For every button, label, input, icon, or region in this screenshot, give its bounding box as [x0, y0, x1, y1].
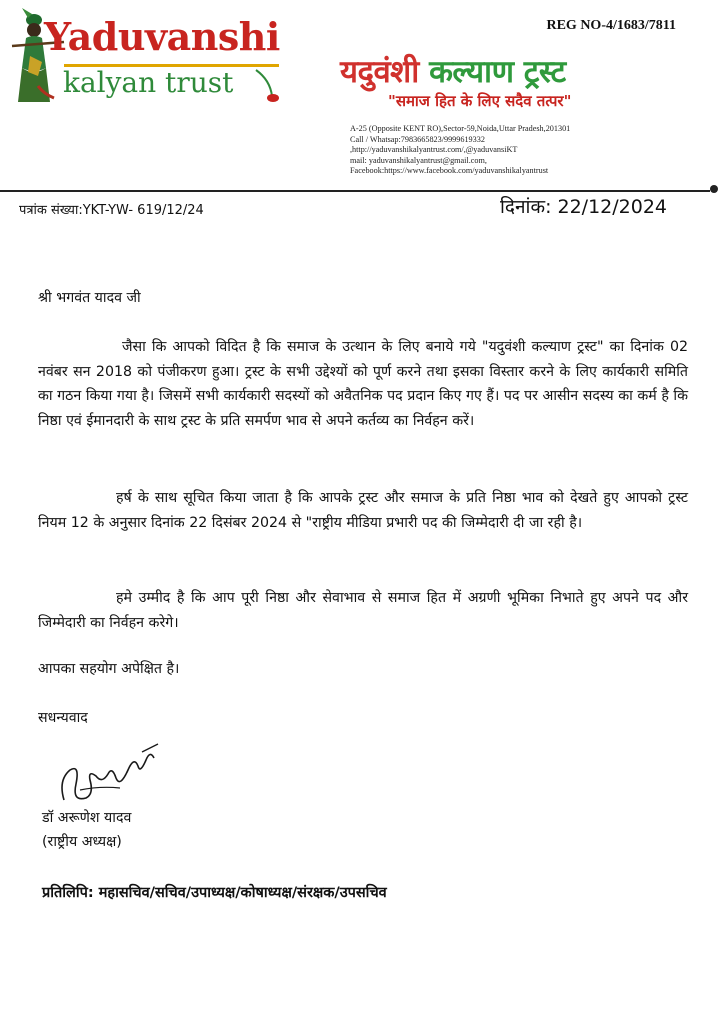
header-divider-dot [710, 185, 718, 193]
hindi-tagline: "समाज हित के लिए सदैव तत्पर" [388, 92, 572, 110]
closing-line: सधन्यवाद [38, 710, 88, 726]
signer-title: (राष्ट्रीय अध्यक्ष) [42, 834, 122, 850]
paragraph-expectation: हमे उम्मीद है कि आप पूरी निष्ठा और सेवाभाव से समाज हित में अग्रणी भूमिका निभाते हुए अपने पद और जिम्मेदारी का निर्वहन करेगे। [38, 590, 688, 631]
contact-facebook: Facebook:https://www.facebook.com/yaduvanshikalyantrust [350, 166, 549, 176]
logo-title-text: Yaduvanshi [44, 14, 280, 59]
paragraph-registration: जैसा कि आपको विदित है कि समाज के उत्थान के लिए बनाये गये "यदुवंशी कल्याण ट्रस्ट" का दिनांक 02 नवंबर सन 2018 को पंजीकरण हुआ। ट्रस्ट के सभी उद्देश्यों को पूर्ण करने तथा इसका विस्तार करने के लिए कार्यकारी समिति का गठन किया गया है। जिसमें सभी कार्यकारी सदस्यों को अवैतनिक पद प्रदान किए गए हैं। पद पर आसीन सदस्य का कर्म है कि निष्ठा एवं ईमानदारी के साथ ट्रस्ट के प्रति समर्पण भाव से अपने कर्तव्य का निर्वहन करें। [38, 339, 688, 429]
registration-number: REG NO-4/1683/7811 [546, 18, 676, 33]
paragraph-appointment: हर्ष के साथ सूचित किया जाता है कि आपके ट्रस्ट और समाज के प्रति निष्ठा भाव को देखते हुए आपको ट्रस्ट नियम 12 के अनुसार दिनांक 22 दिसंबर 2024 से "राष्ट्रीय मीडिया प्रभारी पद की जिम्मेदारी दी जा रही है। [38, 490, 688, 531]
contact-block [350, 124, 570, 177]
cooperation-line: आपका सहयोग अपेक्षित है। [38, 661, 180, 677]
handwritten-signature [50, 740, 170, 815]
contact-address: A-25 (Opposite KENT RO),Sector-59,Noida,Uttar Pradesh,201301 [350, 124, 571, 133]
trust-logo [8, 6, 298, 106]
contact-email: mail: yaduvanshikalyantrust@gmail.com, [350, 155, 487, 165]
hindi-trust-name [340, 50, 566, 92]
contact-web: ,http://yaduvanshikalyantrust.com/,@yaduvansiKT [350, 145, 518, 155]
reference-number: पत्रांक संख्या:YKT-YW- 619/12/24 [19, 203, 204, 218]
signer-name: डॉ अरूणेश यादव [42, 810, 132, 826]
hindi-trust-name-part1: यदुवंशी [340, 54, 419, 90]
flute-icon [250, 66, 280, 106]
contact-phone: Call / Whatsap:7983665823/9999619332 [350, 134, 485, 144]
letter-date: दिनांक: 22/12/2024 [500, 196, 668, 218]
logo-subtitle-text: kalyan trust [63, 66, 234, 99]
header-divider [0, 190, 710, 192]
hindi-trust-name-part2: कल्याण ट्रस्ट [429, 54, 566, 90]
salutation: श्री भगवंत यादव जी [38, 290, 141, 306]
copy-to-line: प्रतिलिपि: महासचिव/सचिव/उपाध्यक्ष/कोषाध्यक्ष/संरक्षक/उपसचिव [42, 885, 387, 901]
